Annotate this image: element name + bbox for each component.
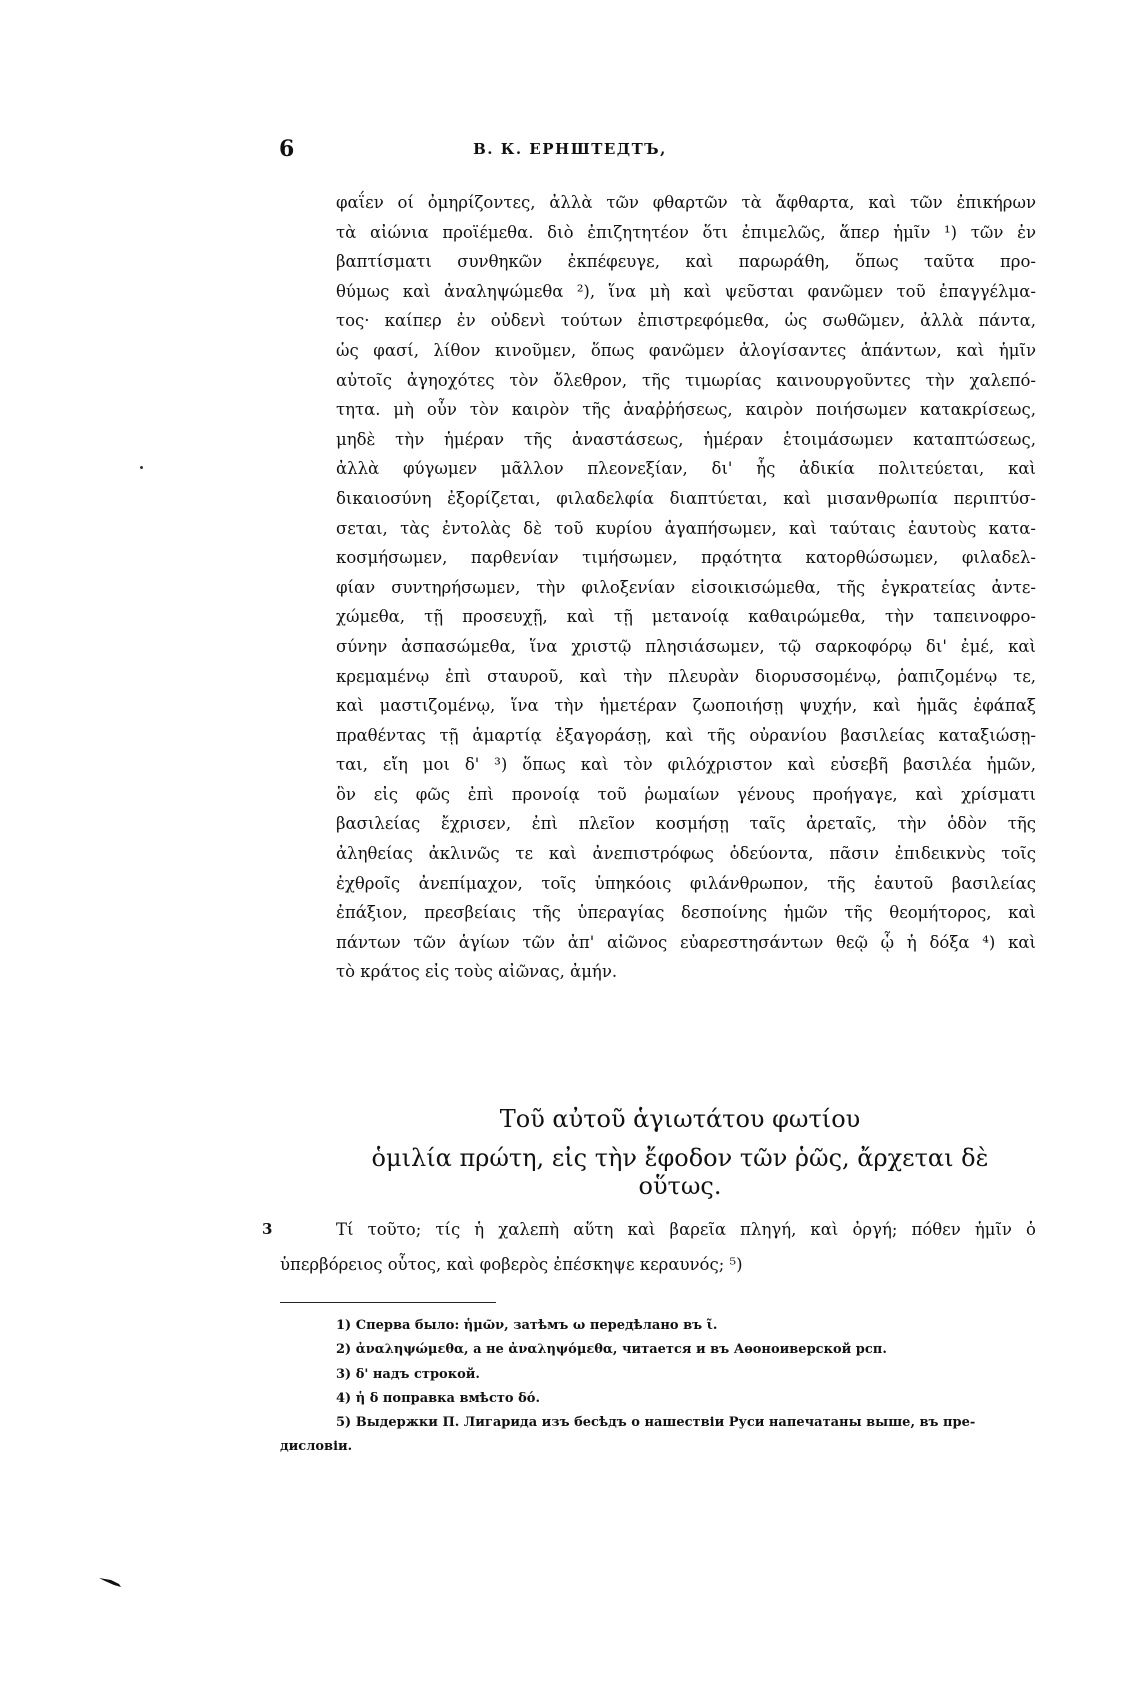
- footnote: 4) ἡ δ поправка вмѣсто δό.: [336, 1390, 540, 1406]
- text-line: ὡς φασί, λίθον κινοῦμεν, ὅπως φανῶμεν ἀλογίσαντες ἁπάντων, καὶ ἡμῖν: [336, 340, 1036, 360]
- text-line: φίαν συντηρήσωμεν, τὴν φιλοξενίαν εἰσοικισώμεθα, τῆς ἐγκρατείας ἀντε-: [336, 577, 1036, 597]
- text-line: ἐχθροῖς ἀνεπίμαχον, τοῖς ὑπηκόοις φιλάνθρωπον, τῆς ἑαυτοῦ βασιλείας: [336, 873, 1036, 893]
- main-text: [336, 188, 1036, 987]
- text-line: καὶ μαστιζομένῳ, ἵνα τὴν ἡμετέραν ζωοποιήσῃ ψυχήν, καὶ ἡμᾶς ἐφάπαξ: [336, 696, 1036, 716]
- text-line: ἐπάξιον, πρεσβείαις τῆς ὑπεραγίας δεσποίνης ἡμῶν τῆς θεομήτορος, καὶ: [336, 903, 1036, 923]
- text-line: σύνην ἀσπασώμεθα, ἵνα χριστῷ πλησιάσωμεν, τῷ σαρκοφόρῳ δι' ἐμέ, καὶ: [336, 636, 1036, 656]
- text-line: μηδὲ τὴν ἡμέραν τῆς ἀναστάσεως, ἡμέραν ἑτοιμάσωμεν καταπτώσεως,: [336, 429, 1036, 449]
- footnote: 3) δ' надъ строкой.: [336, 1366, 480, 1382]
- text-line: δικαιοσύνη ἐξορίζεται, φιλαδελφία διαπτύεται, καὶ μισανθρωπία περιπτύσ-: [336, 488, 1036, 508]
- footnote-continuation: дисловіи.: [280, 1439, 353, 1455]
- text-line: κοσμήσωμεν, παρθενίαν τιμήσωμεν, πρᾳότητα κατορθώσωμεν, φιλαδελ-: [336, 548, 1036, 568]
- footnotes: [280, 1314, 1036, 1460]
- text-line: ὃν εἰς φῶς ἐπὶ προνοίᾳ τοῦ ῥωμαίων γένους προήγαγε, καὶ χρίσματι: [336, 784, 1036, 804]
- text-line: πάντων τῶν ἁγίων τῶν ἀπ' αἰῶνος εὐαρεστησάντων θεῷ ᾧ ἡ δόξα ⁴) καὶ: [336, 932, 1036, 952]
- text-line: βαπτίσματι συνθηκῶν ἐκπέφευγε, καὶ παρωράθη, ὅπως ταῦτα προ-: [336, 252, 1036, 272]
- text-line: ται, εἴη μοι δ' ³) ὅπως καὶ τὸν φιλόχριστον καὶ εὐσεβῆ βασιλέα ἡμῶν,: [336, 755, 1036, 775]
- text-line: τὸ κράτος εἰς τοὺς αἰῶνας, ἀμήν.: [336, 962, 618, 982]
- stray-dot: [140, 466, 143, 469]
- verse-line: ὑπερβόρειος οὗτος, καὶ φοβερὸς ἐπέσκηψε κεραυνός; ⁵): [280, 1255, 743, 1274]
- text-line: ἀλλὰ φύγωμεν μᾶλλον πλεονεξίαν, δι' ἧς ἀδικία πολιτεύεται, καὶ: [336, 459, 1036, 479]
- text-line: θύμως καὶ ἀναληψώμεθα ²), ἵνα μὴ καὶ ψεῦσται φανῶμεν τοῦ ἐπαγγέλμα-: [336, 281, 1036, 301]
- footnote-rule: [280, 1302, 496, 1303]
- footnote: 5) Выдержки П. Лигарида изъ бесѣдъ о нашествіи Руси напечатаны выше, въ пре-: [336, 1415, 976, 1431]
- footnote: 2) ἀναληψώμεθα, а не ἀναληψόμεθα, читается и въ Аѳоноиверской рсп.: [336, 1342, 887, 1358]
- text-line: βασιλείας ἔχρισεν, ἐπὶ πλεῖον κοσμήσῃ ταῖς ἀρεταῖς, τὴν ὁδὸν τῆς: [336, 814, 1036, 834]
- text-line: αὐτοῖς ἀγηοχότες τὸν ὄλεθρον, τῆς τιμωρίας καινουργοῦντες τὴν χαλεπό-: [336, 370, 1036, 390]
- text-line: πραθέντας τῇ ἁμαρτίᾳ ἐξαγοράσῃ, καὶ τῆς οὐρανίου βασιλείας καταξιώσῃ-: [336, 725, 1036, 745]
- text-line: τὰ αἰώνια προϊέμεθα. διὸ ἐπιζητητέον ὅτι ἐπιμελῶς, ἅπερ ἡμῖν ¹) τῶν ἐν: [336, 222, 1036, 242]
- text-line: χώμεθα, τῇ προσευχῇ, καὶ τῇ μετανοίᾳ καθαιρώμεθα, τὴν ταπεινοφρο-: [336, 607, 1036, 627]
- text-line: σεται, τὰς ἐντολὰς δὲ τοῦ κυρίου ἀγαπήσωμεν, καὶ ταύταις ἑαυτοὺς κατα-: [336, 518, 1036, 538]
- running-title: В. К. ЕРНШТЕДТЪ,: [473, 140, 667, 158]
- text-line: ἀληθείας ἀκλινῶς τε καὶ ἀνεπιστρόφως ὁδεύοντα, πᾶσιν ἐπιδεικνὺς τοῖς: [336, 844, 1036, 864]
- footnote: 1) Сперва было: ἡμῶν, затѣмъ ω передѣлано въ ῖ.: [336, 1318, 718, 1333]
- verse-number: 3: [262, 1220, 273, 1238]
- text-line: κρεμαμένῳ ἐπὶ σταυροῦ, καὶ τὴν πλευρὰν διορυσσομένῳ, ῥαπιζομένῳ τε,: [336, 666, 1036, 686]
- scan-mark: [99, 1577, 121, 1587]
- text-line: φαΐεν οί ὀμηρίζοντες, ἀλλὰ τῶν φθαρτῶν τὰ ἄφθαρτα, καὶ τῶν ἐπικήρων: [336, 193, 1036, 212]
- section-title-line-1: Τοῦ αὐτοῦ ἁγιωτάτου φωτίου: [499, 1105, 861, 1133]
- text-line: τητα. μὴ οὖν τὸν καιρὸν τῆς ἀναῤῥήσεως, καιρὸν ποιήσωμεν κατακρίσεως,: [336, 400, 1036, 420]
- page-number: 6: [279, 136, 295, 162]
- verse-line: Τί τοῦτο; τίς ἡ χαλεπὴ αὕτη καὶ βαρεῖα πληγή, καὶ ὀργή; πόθεν ἡμῖν ὁ: [336, 1220, 1036, 1239]
- section-title-line-2: ὁμιλία πρώτη, εἰς τὴν ἔφοδον τῶν ῥῶς, ἄρχεται δὲ οὕτως.: [371, 1144, 989, 1200]
- text-line: τος· καίπερ ἐν οὐδενὶ τούτων ἐπιστρεφόμεθα, ὡς σωθῶμεν, ἀλλὰ πάντα,: [336, 311, 1036, 331]
- verse-text: [280, 1212, 1036, 1282]
